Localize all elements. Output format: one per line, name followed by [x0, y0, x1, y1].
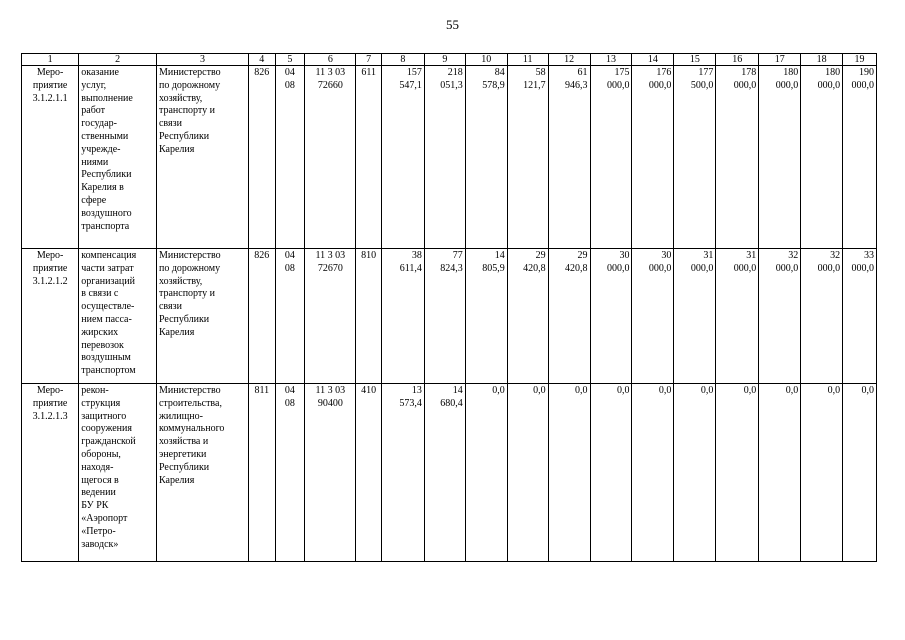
column-header-2: 2 — [79, 54, 157, 66]
cell-value: 0,0 — [785, 385, 799, 396]
column-header-14: 14 — [632, 54, 674, 66]
cell-value: 0,0 — [743, 385, 757, 396]
column-header-6: 6 — [305, 54, 356, 66]
table-cell-col-17 — [759, 66, 801, 249]
cell-value: оказание услуг, выполнение работ государ- ственными учрежде- ниями Республики Карелия в сфере воздушного транспорта — [81, 67, 133, 232]
table-cell-col-7 — [356, 384, 382, 562]
table-cell-col-12 — [548, 66, 590, 249]
table-cell-col-12 — [548, 384, 590, 562]
cell-value: 176 000,0 — [648, 67, 672, 91]
column-header-11: 11 — [507, 54, 548, 66]
table-cell-col-7 — [356, 249, 382, 384]
table-cell-col-13 — [590, 66, 632, 249]
cell-value: Меро- приятие 3.1.2.1.3 — [32, 385, 68, 422]
cell-value: 38 611,4 — [399, 250, 422, 274]
header-row — [22, 54, 877, 66]
cell-value: 58 121,7 — [523, 67, 546, 91]
cell-value: 11 3 03 72660 — [315, 67, 346, 91]
cell-value: 0,0 — [533, 385, 546, 396]
table-cell-col-17 — [759, 384, 801, 562]
cell-value: Министерство строительства, жилищно- коммунального хозяйства и энергетики Республики Карелия — [158, 385, 225, 486]
table-cell-col-14 — [632, 384, 674, 562]
cell-value: 810 — [361, 250, 377, 261]
cell-value: 32 000,0 — [817, 250, 841, 274]
table-cell-col-6 — [305, 384, 356, 562]
table-cell-col-3 — [156, 249, 248, 384]
table-cell-col-1 — [22, 384, 79, 562]
table-cell-col-14 — [632, 66, 674, 249]
cell-value: 190 000,0 — [851, 67, 874, 91]
column-header-16: 16 — [716, 54, 759, 66]
cell-value: 178 000,0 — [733, 67, 757, 91]
cell-value: 0,0 — [827, 385, 841, 396]
table-cell-col-18 — [801, 66, 843, 249]
column-header-7: 7 — [356, 54, 382, 66]
cell-value: 0,0 — [658, 385, 672, 396]
cell-value: 0,0 — [861, 385, 874, 396]
column-header-17: 17 — [759, 54, 801, 66]
table-cell-col-16 — [716, 249, 759, 384]
cell-value: 0,0 — [492, 385, 505, 396]
table-cell-col-16 — [716, 66, 759, 249]
table-cell-col-2 — [79, 384, 157, 562]
table-cell-col-8 — [381, 66, 424, 249]
table-cell-col-11 — [507, 249, 548, 384]
table-cell-col-16 — [716, 384, 759, 562]
table-cell-col-18 — [801, 384, 843, 562]
table-cell-col-19 — [843, 66, 877, 249]
cell-value: Меро- приятие 3.1.2.1.2 — [32, 250, 68, 287]
cell-value: 33 000,0 — [851, 250, 874, 274]
cell-value: 77 824,3 — [440, 250, 463, 274]
table-cell-col-13 — [590, 249, 632, 384]
cell-value: рекон- струкция защитного сооружения гражданской обороны, находя- щегося в ведении БУ РК «Аэропорт «Петро- заводск» — [81, 385, 136, 550]
table-cell-col-9 — [424, 384, 465, 562]
cell-value: 31 000,0 — [690, 250, 714, 274]
column-header-10: 10 — [465, 54, 507, 66]
cell-value: 14 680,4 — [440, 385, 463, 409]
table-cell-col-17 — [759, 249, 801, 384]
table-cell-col-2 — [79, 249, 157, 384]
budget-table — [21, 53, 877, 562]
table-cell-col-10 — [465, 384, 507, 562]
table-cell-col-11 — [507, 384, 548, 562]
table-cell-col-12 — [548, 249, 590, 384]
table-cell-col-1 — [22, 66, 79, 249]
cell-value: 14 805,9 — [482, 250, 505, 274]
table-cell-col-10 — [465, 249, 507, 384]
table-cell-col-11 — [507, 66, 548, 249]
table-cell-col-6 — [305, 249, 356, 384]
cell-value: 811 — [254, 385, 270, 396]
cell-value: 410 — [361, 385, 377, 396]
table-cell-col-19 — [843, 249, 877, 384]
cell-value: Министерство по дорожному хозяйству, транспорту и связи Республики Карелия — [158, 250, 221, 338]
table-cell-col-5 — [275, 384, 305, 562]
column-header-12: 12 — [548, 54, 590, 66]
column-header-18: 18 — [801, 54, 843, 66]
cell-value: Меро- приятие 3.1.2.1.1 — [32, 67, 68, 104]
column-header-3: 3 — [156, 54, 248, 66]
cell-value: 611 — [361, 67, 376, 78]
table-row — [22, 66, 877, 249]
cell-value: 157 547,1 — [399, 67, 422, 91]
column-header-15: 15 — [674, 54, 716, 66]
cell-value: 11 3 03 72670 — [315, 250, 346, 274]
table-row — [22, 384, 877, 562]
table-cell-col-5 — [275, 249, 305, 384]
cell-value: 180 000,0 — [775, 67, 799, 91]
table-cell-col-10 — [465, 66, 507, 249]
cell-value: 04 08 — [284, 385, 295, 409]
cell-value: 826 — [254, 67, 270, 78]
table-cell-col-19 — [843, 384, 877, 562]
cell-value: 84 578,9 — [482, 67, 505, 91]
cell-value: 29 420,8 — [523, 250, 546, 274]
table-cell-col-5 — [275, 66, 305, 249]
cell-value: 31 000,0 — [733, 250, 757, 274]
column-header-5: 5 — [275, 54, 305, 66]
cell-value: 180 000,0 — [817, 67, 841, 91]
cell-value: 30 000,0 — [606, 250, 630, 274]
cell-value: 04 08 — [284, 67, 295, 91]
column-header-19: 19 — [843, 54, 877, 66]
page-number: 55 — [446, 17, 459, 32]
table-cell-col-18 — [801, 249, 843, 384]
table-row — [22, 249, 877, 384]
cell-value: 32 000,0 — [775, 250, 799, 274]
table-cell-col-8 — [381, 249, 424, 384]
cell-value: компенсация части затрат организаций в связи с осуществле- нием пасса- жирских перевозок воздушным транспортом — [81, 250, 137, 377]
cell-value: 0,0 — [616, 385, 630, 396]
column-header-4: 4 — [249, 54, 276, 66]
table-cell-col-4 — [249, 66, 276, 249]
table-cell-col-9 — [424, 66, 465, 249]
table-cell-col-3 — [156, 384, 248, 562]
table-cell-col-4 — [249, 384, 276, 562]
column-header-13: 13 — [590, 54, 632, 66]
table-cell-col-15 — [674, 384, 716, 562]
cell-value: 175 000,0 — [606, 67, 630, 91]
table-cell-col-15 — [674, 249, 716, 384]
table-cell-col-6 — [305, 66, 356, 249]
table-cell-col-8 — [381, 384, 424, 562]
table-cell-col-2 — [79, 66, 157, 249]
column-header-9: 9 — [424, 54, 465, 66]
cell-value: 177 500,0 — [690, 67, 714, 91]
cell-value: 61 946,3 — [565, 67, 588, 91]
table-cell-col-9 — [424, 249, 465, 384]
table-cell-col-14 — [632, 249, 674, 384]
cell-value: Министерство по дорожному хозяйству, транспорту и связи Республики Карелия — [158, 67, 221, 155]
cell-value: 13 573,4 — [399, 385, 422, 409]
cell-value: 218 051,3 — [440, 67, 463, 91]
cell-value: 0,0 — [575, 385, 588, 396]
table-cell-col-4 — [249, 249, 276, 384]
cell-value: 30 000,0 — [648, 250, 672, 274]
cell-value: 11 3 03 90400 — [315, 385, 346, 409]
cell-value: 04 08 — [284, 250, 295, 274]
column-header-8: 8 — [381, 54, 424, 66]
cell-value: 29 420,8 — [565, 250, 588, 274]
cell-value: 826 — [254, 250, 270, 261]
table-cell-col-13 — [590, 384, 632, 562]
table-cell-col-7 — [356, 66, 382, 249]
column-header-1: 1 — [22, 54, 79, 66]
table-cell-col-3 — [156, 66, 248, 249]
table-cell-col-1 — [22, 249, 79, 384]
cell-value: 0,0 — [700, 385, 714, 396]
table-cell-col-15 — [674, 66, 716, 249]
